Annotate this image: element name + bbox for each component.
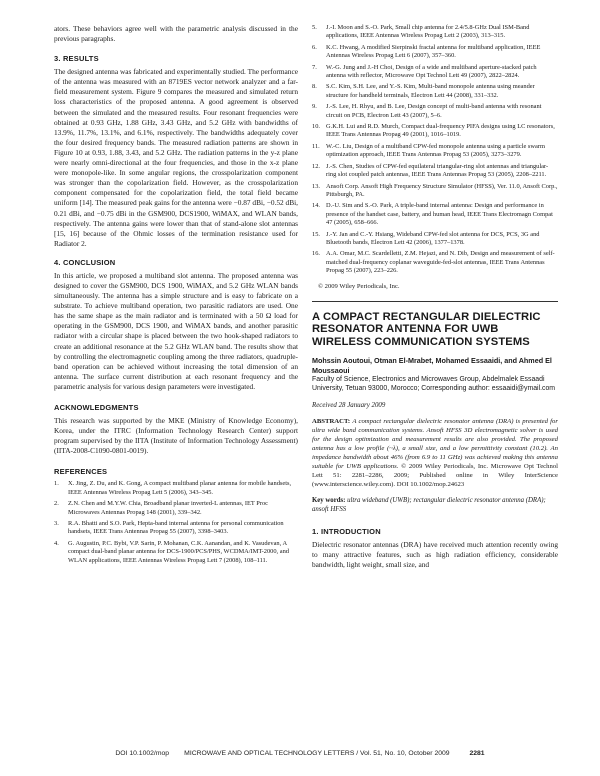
author-affiliation: Faculty of Science, Electronics and Microwaves Group, Abdelmalek Essaadi University, Tetuan 93000, Morocco; Corresponding author: essaaidi@ymail.com (312, 376, 556, 393)
carryover-paragraph: ators. These behaviors agree well with the parametric analysis discussed in the previous paragraphs. (54, 24, 298, 44)
reference-item: 12. J.-S. Chen, Studies of CPW-fed equilateral triangular-ring slot antennas and triangular-ring slot coupled patch antennas, IEEE Trans Antennas Propag 53 (2005), 2208–2211. (312, 162, 549, 179)
acknowledgments-paragraph: This research was supported by the MKE (Ministry of Knowledge Economy), Korea, under the ITRC (Information Technology Research Center) support program supervised by the IITA (Institute of Information Technology Assessment) (IITA-2008-C1090-0801-0019). (54, 416, 298, 456)
reference-list-right (312, 24, 558, 276)
left-column (54, 24, 298, 568)
reference-item: 11. W.-C. Liu, Design of a multiband CPW-fed monopole antenna using a particle swarm optimization approach, IEEE Trans Antennas Propag 53 (2005), 3273–3279. (312, 142, 545, 159)
conclusion-paragraph: In this article, we proposed a multiband slot antenna. The proposed antenna was designed to cover the GSM900, DCS 1900, WiMAX, and 5.2 GHz WLAN bands simultaneously. The antenna has a simple structure and is easy to fabricate on a substrate. To achieve multiband operation, two parasitic radiators are used. One has the same shape as the main radiator and is terminated with a 50 Ω load for operating in the GSM900, DCS 1900, and WiMAX bands, and another parasitic radiator with a circular shape is placed between the two hook-shaped radiators to create an additional resonance at the 5.2 GHz WLAN band. The results show that by controlling the electromagnetic coupling among the three radiators, quadruple-band operation can be achieved without increasing the total dimension of an antenna. The surface current distribution at each resonant frequency and the parametric analysis for various design parameters were investigated. (54, 270, 298, 391)
right-column (312, 24, 558, 570)
acknowledgments-heading: ACKNOWLEDGMENTS (54, 403, 139, 412)
page-footer (0, 750, 600, 757)
reference-item: 5. J.-I. Moon and S.-O. Park, Small chip antenna for 2.4/5.8-GHz Dual ISM-Band applications, IEEE Antennas Wireless Propag Lett 2 (2003), 313–315. (312, 24, 530, 40)
reference-item: 16. A.A. Omar, M.C. Scardelletti, Z.M. Hejazi, and N. Dib, Design and measurement of self-matched dual-frequency coplanar waveguide-fed-slot antennas, IEEE Trans Antennas Propag 55 (2007), 223–226. (312, 250, 555, 275)
footer-doi: DOI 10.1002/mop (115, 750, 170, 757)
references-heading: REFERENCES (54, 467, 108, 477)
reference-item: 15. J.-Y. Jan and C.-Y. Hsiang, Wideband CPW-fed slot antenna for DCS, PCS, 3G and Bluetooth bands, Electron Lett 42 (2006), 1377–1378. (312, 230, 540, 246)
keywords (312, 497, 558, 515)
reference-item: 13. Ansoft Corp. Ansoft High Frequency Structure Simulator (HFSS), Ver. 11.0, Ansoft Corp., Pittsburgh, PA. (312, 182, 558, 198)
abstract-label: ABSTRACT: (312, 418, 351, 426)
reference-item: 6. K.C. Hwang, A modified Sierpinski fractal antenna for multiband application, IEEE Antennas Wireless Propag Lett 6 (2007), 357–360. (312, 43, 541, 60)
reference-item: 14. D.-U. Sim and S.-O. Park, A triple-band internal antenna: Design and performance in presence of the handset case, battery, and human head, IEEE Trans Electromagn Compat 47 (2005), 658–666. (312, 202, 553, 227)
keywords-label: Key words: (312, 497, 346, 505)
article-divider (312, 301, 558, 302)
footer-journal: MICROWAVE AND OPTICAL TECHNOLOGY LETTERS / Vol. 51, No. 10, October 2009 (184, 750, 450, 757)
conclusion-heading: 4. CONCLUSION (54, 257, 116, 267)
reference-item: 8. S.C. Kim, S.H. Lee, and Y.-S. Kim, Multi-band monopole antenna using meander structure for handheld terminals, Electron Lett 44 (2008), 331–332. (312, 83, 535, 99)
introduction-paragraph: Dielectric resonator antennas (DRA) have received much attention recently owing to many attractive features, such as high radiation efficiency, considerable bandwidth, light weight, small size, and (312, 540, 558, 570)
page-number: 2281 (469, 750, 485, 757)
reference-item: 9. J.-S. Lee, H. Rhyu, and B. Lee, Design concept of multi-band antenna with resonant circuit on PCB, Electron Lett 43 (2007), 5–6. (312, 103, 542, 119)
article-authors: Mohssin Aoutoui, Otman El-Mrabet, Mohamed Essaaidi, and Ahmed El Moussaoui (312, 356, 552, 375)
reference-item: 2. Z.N. Chen and M.Y.W. Chia, Broadband planar inverted-L antennas, IET Proc Microwaves Antennas Propag 148 (2001), 339–342. (54, 500, 269, 516)
copyright-notice: © 2009 Wiley Periodicals, Inc. (318, 282, 400, 290)
results-paragraph: The designed antenna was fabricated and experimentally studied. The performance of the antenna was measured with an 8719ES vector network analyzer and a far-field measurement system. Figure 9 compares the measured and simulated return loss characteristics of the proposed antenna. A good agreement is observed between the simulated and the measured results. Four resonant frequencies were obtained at 0.93 GHz, 1.88 GHz, 3.43 GHz, and 5.2 GHz with bandwidths of 13.9%, 11.7%, 13.1%, and 6.1%, respectively. The bandwidths adequately cover the four desired frequency bands. The measured radiation patterns are shown in Figure 10 at 0.93, 1.88, 3.43, and 5.2 GHz. The radiation patterns in the y-z plane were nearly omni-directional at the four frequencies, and those in the x-z plane were monopole-like. In some angular regions, the crosspolarization component was stronger than the copolarization field. However, as the crosspolarization component compensated for the copolarization field, the total field became uniform [14]. The measured peak gains for the antenna were −0.87 dBi, −0.52 dBi, 0.21 dBi, and −0.75 dBi in the GSM900, DCS1900, WiMAX, and WLAN bands, respectively. The antenna gains were lower than that of stand-alone slot antennas [15, 16] because of the Ohmic losses of the termination resistance used for Radiator 2. (54, 67, 298, 248)
reference-item: 7. W.-G. Jung and J.-H Choi, Design of a wide and multiband aperture-stacked patch antenna with reflector, Microwave Opt Technol Lett 49 (2007), 2822–2824. (312, 63, 537, 80)
abstract-text: A compact rectangular dielectric resonator antenna (DRA) is presented for ultra wide band communication systems. Ansoft HFSS 3D electromagnetic solver is used for the design optimization and measurement results are also provided. The proposed antenna has a low profile (~λ), a small size, and a low permittivity constant (10.2). An impedance bandwidth about 46% (from 6.9 to 11 GHz) was achieved making this antenna suitable for UWB applications. (312, 418, 558, 470)
reference-list-left (54, 480, 298, 565)
introduction-heading: 1. INTRODUCTION (312, 527, 381, 536)
reference-item: 1. X. Jing, Z. Du, and K. Gong, A compact multiband planar antenna for mobile handsets, IEEE Antennas Wireless Propag Lett 5 (2006), 343–345. (54, 480, 292, 496)
reference-item: 3. R.A. Bhatti and S.O. Park, Hepta-band internal antenna for personal communication handsets, IEEE Trans Antennas Propag 55 (2007), 3398–3403. (54, 520, 284, 536)
results-heading: 3. RESULTS (54, 54, 99, 64)
article-title: A COMPACT RECTANGULAR DIELECTRIC RESONATOR ANTENNA FOR UWB WIRELESS COMMUNICATION SYSTEMS (312, 310, 541, 348)
reference-item: 10. G.K.H. Lui and R.D. Murch, Compact dual-frequency PIFA designs using LC resonators, IEEE Trans Antennas Propag 49 (2001), 1016–1019. (312, 123, 555, 139)
abstract-tail: © 2009 Wiley Periodicals, Inc. Microwave Opt Technol Lett 51: 2281–2286, 2009; Published online in Wiley InterScience (www.interscience.wiley.com). DOI 10.1002/mop.24623 (312, 462, 559, 488)
abstract (312, 418, 558, 489)
reference-item: 4. G. Augustin, P.C. Bybi, V.P. Sarin, P. Mohanan, C.K. Aanandan, and K. Vasudevan, A compact dual-band planar antenna for DCS-1900/PCS/PHS, WCDMA/IMT-2000, and WLAN applications, IEEE Antennas Wireless Propag Lett 7 (2008), 108–111. (54, 539, 289, 564)
keywords-text: ultra wideband (UWB); rectangular dielectric resonator antenna (DRA); ansoft HFSS (312, 497, 546, 514)
received-date: Received 28 January 2009 (312, 402, 386, 410)
